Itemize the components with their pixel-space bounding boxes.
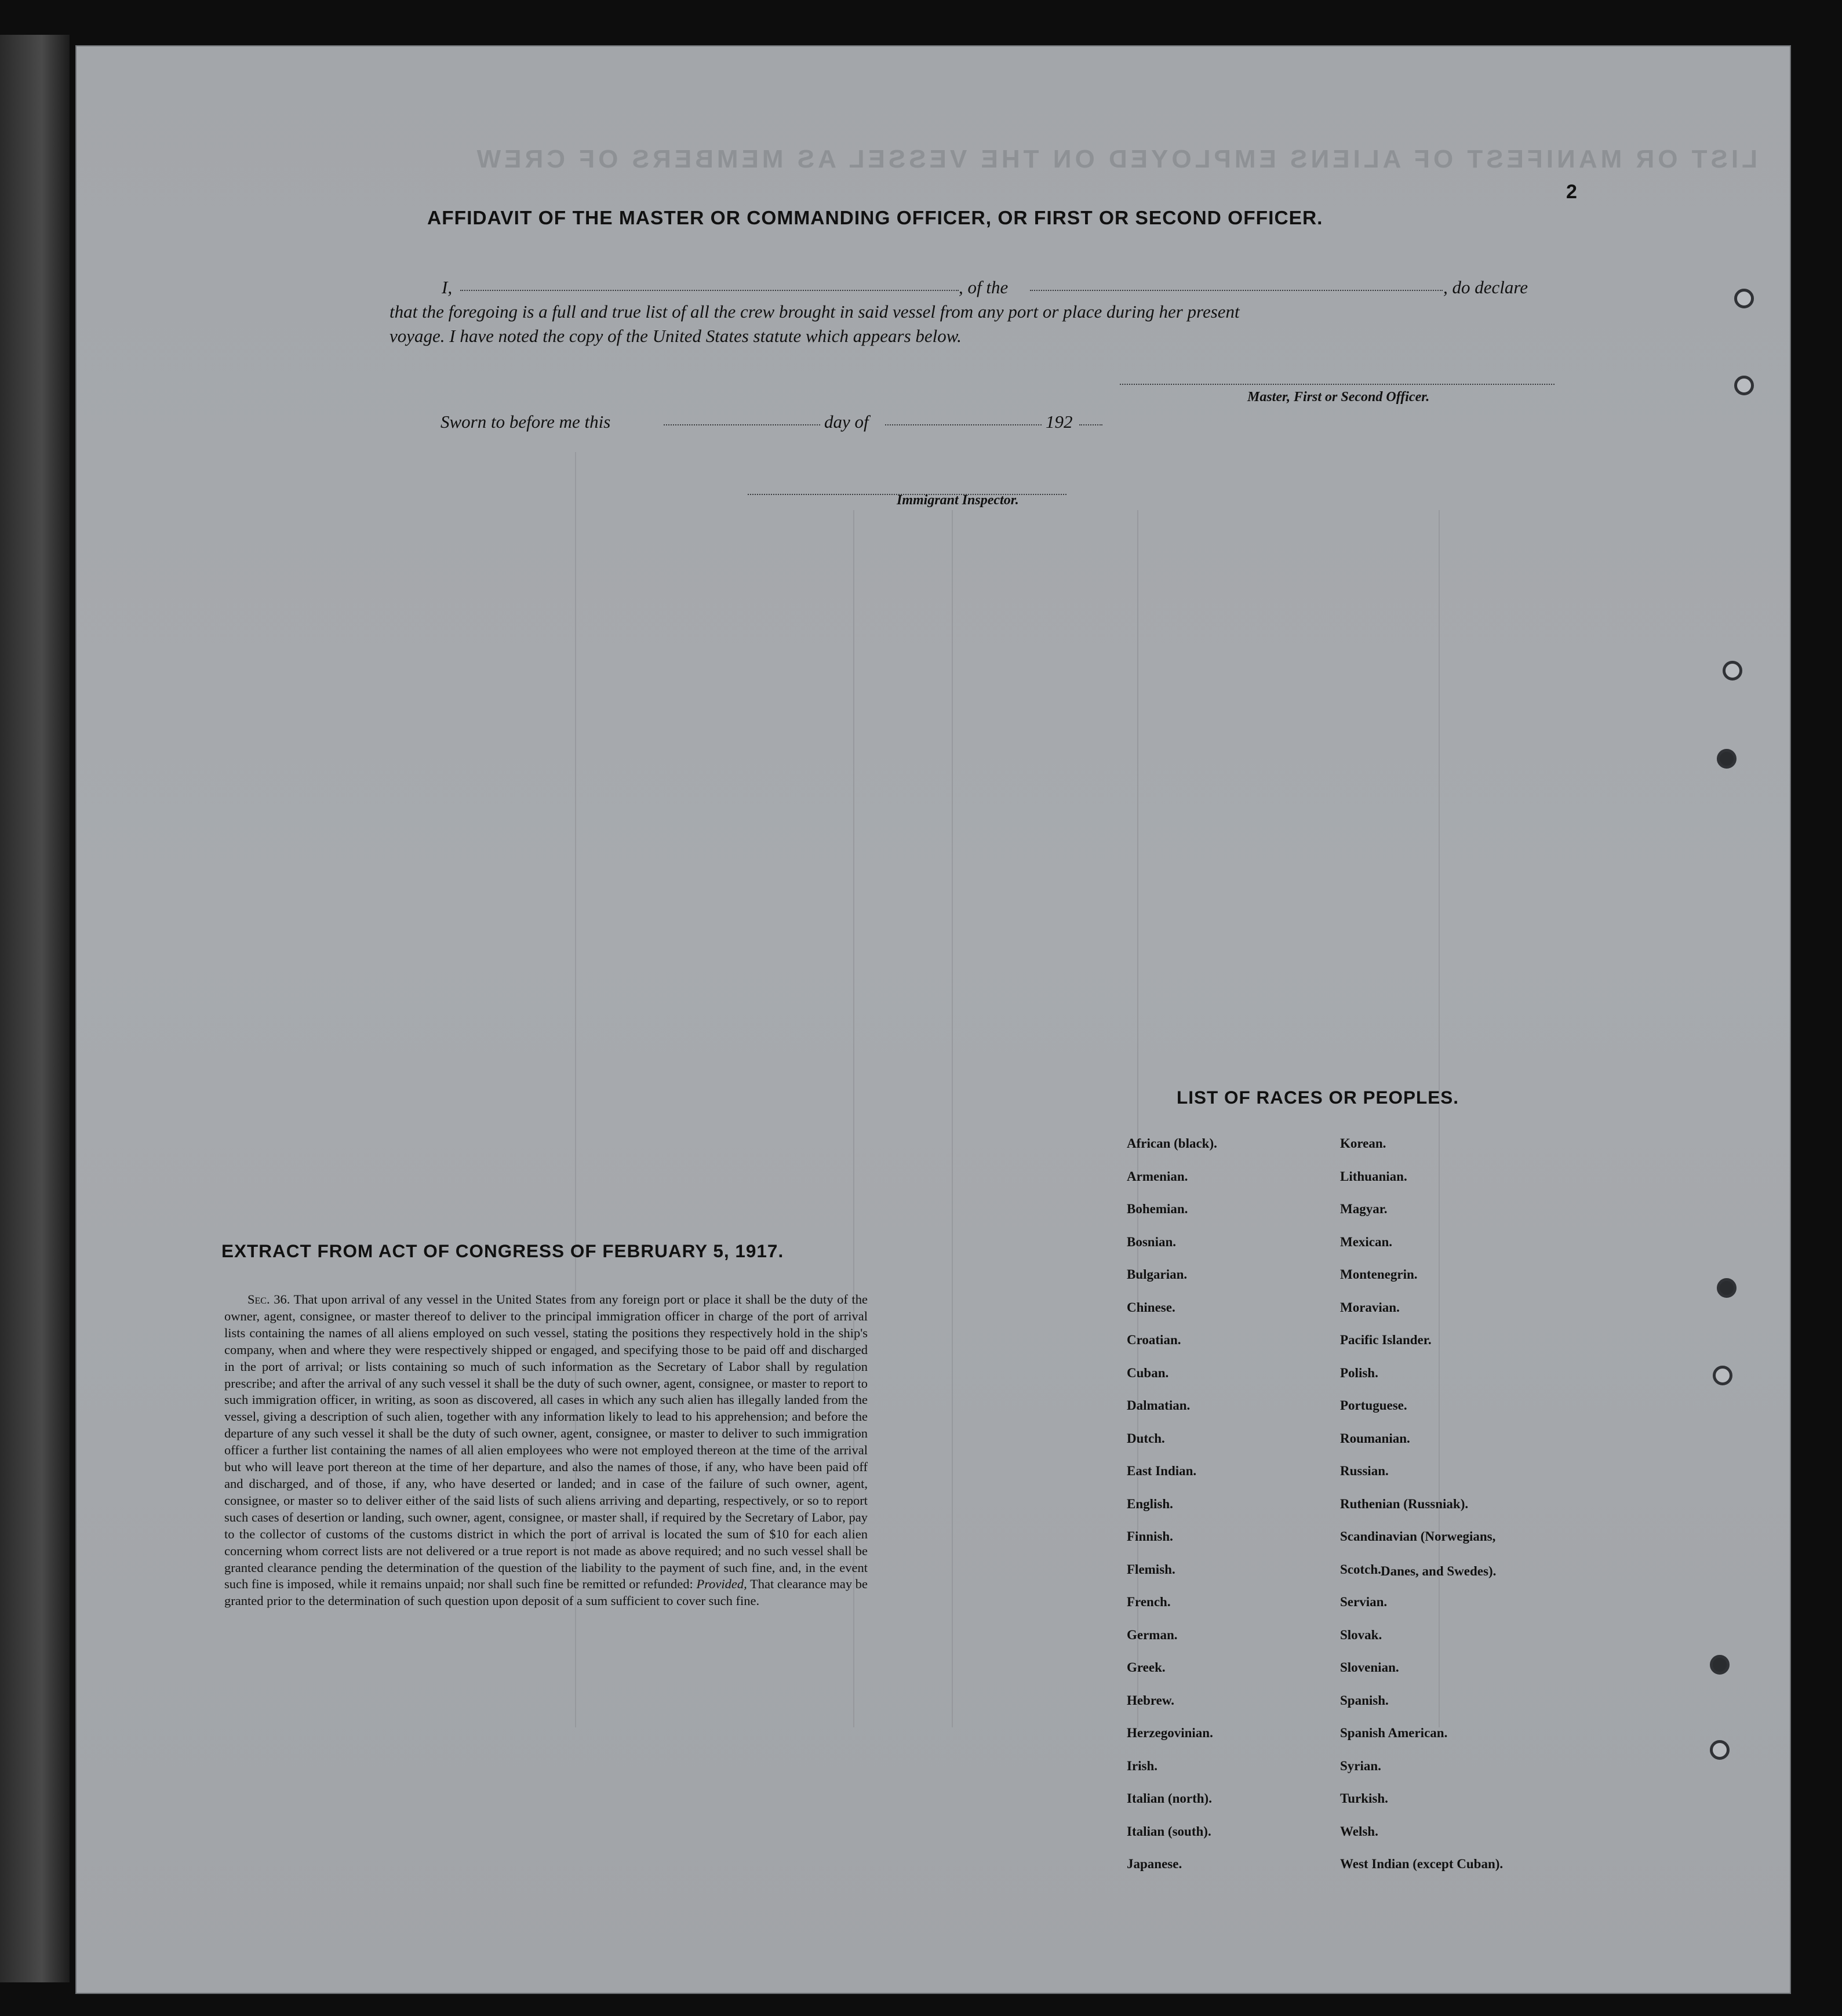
- binder-hole: [1717, 1278, 1737, 1298]
- races-title: LIST OF RACES OR PEOPLES.: [1177, 1087, 1459, 1108]
- race-item: Scotch.: [1340, 1562, 1381, 1577]
- binder-hole: [1734, 376, 1754, 395]
- race-item: Japanese.: [1127, 1857, 1182, 1871]
- day-of-label: day of: [824, 412, 869, 432]
- vessel-name-line: [1030, 290, 1443, 291]
- race-item: Slovak.: [1340, 1627, 1382, 1642]
- bleed-rule: [1439, 510, 1440, 1727]
- race-item: Bulgarian.: [1127, 1267, 1188, 1282]
- race-item: Spanish.: [1340, 1693, 1389, 1708]
- race-item: Italian (south).: [1127, 1824, 1211, 1839]
- race-item: Polish.: [1340, 1365, 1378, 1380]
- race-item: Moravian.: [1340, 1300, 1400, 1315]
- extract-body: [224, 1291, 868, 1610]
- race-item: Dalmatian.: [1127, 1398, 1191, 1413]
- binder-hole: [1710, 1655, 1730, 1675]
- race-item: Russian.: [1340, 1464, 1389, 1478]
- bleed-rule: [952, 510, 953, 1727]
- race-item: Cuban.: [1127, 1365, 1169, 1380]
- race-item: Herzegovinian.: [1127, 1726, 1213, 1740]
- race-scandinavian-cont: Danes, and Swedes).: [1381, 1564, 1497, 1578]
- race-item: Portuguese.: [1340, 1398, 1407, 1413]
- scan-left-edge: [0, 35, 70, 1982]
- race-item: Slovenian.: [1340, 1660, 1399, 1675]
- race-item: Roumanian.: [1340, 1431, 1410, 1446]
- sworn-day-line: [664, 424, 820, 425]
- binder-hole: [1713, 1366, 1732, 1385]
- race-item: Greek.: [1127, 1660, 1166, 1675]
- binder-hole: [1710, 1740, 1730, 1760]
- manifest-page: [75, 45, 1791, 1994]
- binder-hole: [1723, 661, 1742, 681]
- inspector-caption: Immigrant Inspector.: [897, 493, 1019, 508]
- race-item: West Indian (except Cuban).: [1340, 1857, 1504, 1871]
- race-item: Korean.: [1340, 1136, 1386, 1151]
- race-item: Bosnian.: [1127, 1234, 1177, 1249]
- race-item: Italian (north).: [1127, 1791, 1212, 1806]
- race-item: Flemish.: [1127, 1562, 1175, 1577]
- race-item: Dutch.: [1127, 1431, 1165, 1446]
- race-item: Ruthenian (Russniak).: [1340, 1496, 1469, 1511]
- extract-provided: Provided,: [696, 1577, 747, 1592]
- race-item: Finnish.: [1127, 1529, 1173, 1544]
- affidavit-line3: voyage. I have noted the copy of the United States statute which appears below.: [389, 326, 962, 346]
- race-item: Hebrew.: [1127, 1693, 1174, 1708]
- bleed-through-header: LIST OR MANIFEST OF ALIENS EMPLOYED ON THE VESSEL AS MEMBERS OF CREW: [473, 145, 1757, 173]
- binder-hole: [1717, 749, 1737, 769]
- year-prefix: 192: [1046, 412, 1073, 432]
- affidavit-title: AFFIDAVIT OF THE MASTER OR COMMANDING OFFICER, OR FIRST OR SECOND OFFICER.: [427, 208, 1323, 229]
- master-signature-line: [1120, 384, 1555, 385]
- affidavit-line2: that the foregoing is a full and true list of all the crew brought in said vessel from any port or place during her present: [389, 301, 1240, 322]
- extract-sec-label: Sec. 36.: [247, 1292, 290, 1307]
- sworn-month-line: [885, 424, 1042, 425]
- affidavit-of-the-label: , of the: [959, 277, 1009, 297]
- race-item: East Indian.: [1127, 1464, 1197, 1478]
- race-item: Servian.: [1340, 1595, 1388, 1609]
- affidavit-i-label: I,: [442, 277, 453, 297]
- race-item: Mexican.: [1340, 1234, 1393, 1249]
- sworn-label: Sworn to before me this: [441, 412, 611, 432]
- extract-title: EXTRACT FROM ACT OF CONGRESS OF FEBRUARY 5, 1917.: [221, 1240, 784, 1261]
- race-item: Scandinavian (Norwegians,: [1340, 1529, 1496, 1544]
- extract-text-end: That clearance may be granted prior to the determination of such question upon deposit of a sum sufficient to cover such fine.: [224, 1577, 868, 1609]
- binder-hole: [1734, 289, 1754, 308]
- race-item: African (black).: [1127, 1136, 1217, 1151]
- race-item: Croatian.: [1127, 1333, 1181, 1347]
- race-item: Armenian.: [1127, 1169, 1188, 1184]
- race-item: Irish.: [1127, 1758, 1158, 1773]
- race-item: Syrian.: [1340, 1758, 1381, 1773]
- master-name-line: [460, 290, 959, 291]
- race-item: Welsh.: [1340, 1824, 1378, 1839]
- race-item: Chinese.: [1127, 1300, 1175, 1315]
- race-item: Lithuanian.: [1340, 1169, 1407, 1184]
- bleed-rule: [1137, 510, 1138, 1727]
- race-item: Pacific Islander.: [1340, 1333, 1432, 1347]
- race-item: German.: [1127, 1627, 1178, 1642]
- page-number: 2: [1566, 181, 1577, 203]
- race-item: English.: [1127, 1496, 1173, 1511]
- extract-text-main: That upon arrival of any vessel in the United States from any foreign port or place it shall be the duty of the owner, agent, consignee, or master thereof to deliver to the principal immigration officer in charge of the port of arrival lists containing the names of all aliens employed on such vessel, stating the positions they respectively hold in the ship's company, when and where they were respectively shipped or engaged, and specifying those to be paid off and discharged in the port of arrival; or lists containing so much of such information as the Secretary of Labor shall by regulation prescribe; and after the arrival of any such vessel it shall be the duty of such owner, agent, consignee, or master to report to such immigration officer, in writing, as soon as discovered, all cases in which any such alien has illegally landed from the vessel, giving a description of such alien, together with any information likely to lead to his apprehension; and before the departure of any such vessel it shall be the duty of such owner, agent, consignee, or master to deliver to such immigration officer a further list containing the names of all alien employees who were not employed thereon at the time of the arrival but who will leave port thereon at the time of her departure, and also the names of those, if any, who have been paid off and discharged, and of those, if any, who have deserted or landed; and in case of the failure of such owner, agent, consignee, or master so to deliver either of the said lists of such aliens arriving and departing, respectively, or so to report such cases of desertion or landing, such owner, agent, consignee, or master shall, if required by the Secretary of Labor, pay to the collector of customs of the customs district in which the port of arrival is located the sum of $10 for each alien concerning whom correct lists are not delivered or a true report is not made as above required; and no such vessel shall be granted clearance pending the determination of the question of the liability to the payment of such fine, and, in the event such fine is imposed, while it remains unpaid; nor shall such fine be remitted or refunded:: [224, 1292, 868, 1592]
- year-line: [1079, 424, 1102, 425]
- affidavit-do-declare: , do declare: [1443, 277, 1528, 297]
- master-signature-caption: Master, First or Second Officer.: [1247, 390, 1430, 405]
- race-item: Bohemian.: [1127, 1202, 1188, 1216]
- race-item: Magyar.: [1340, 1202, 1388, 1216]
- race-item: Spanish American.: [1340, 1726, 1448, 1740]
- race-item: French.: [1127, 1595, 1171, 1609]
- race-item: Montenegrin.: [1340, 1267, 1418, 1282]
- race-item: Turkish.: [1340, 1791, 1388, 1806]
